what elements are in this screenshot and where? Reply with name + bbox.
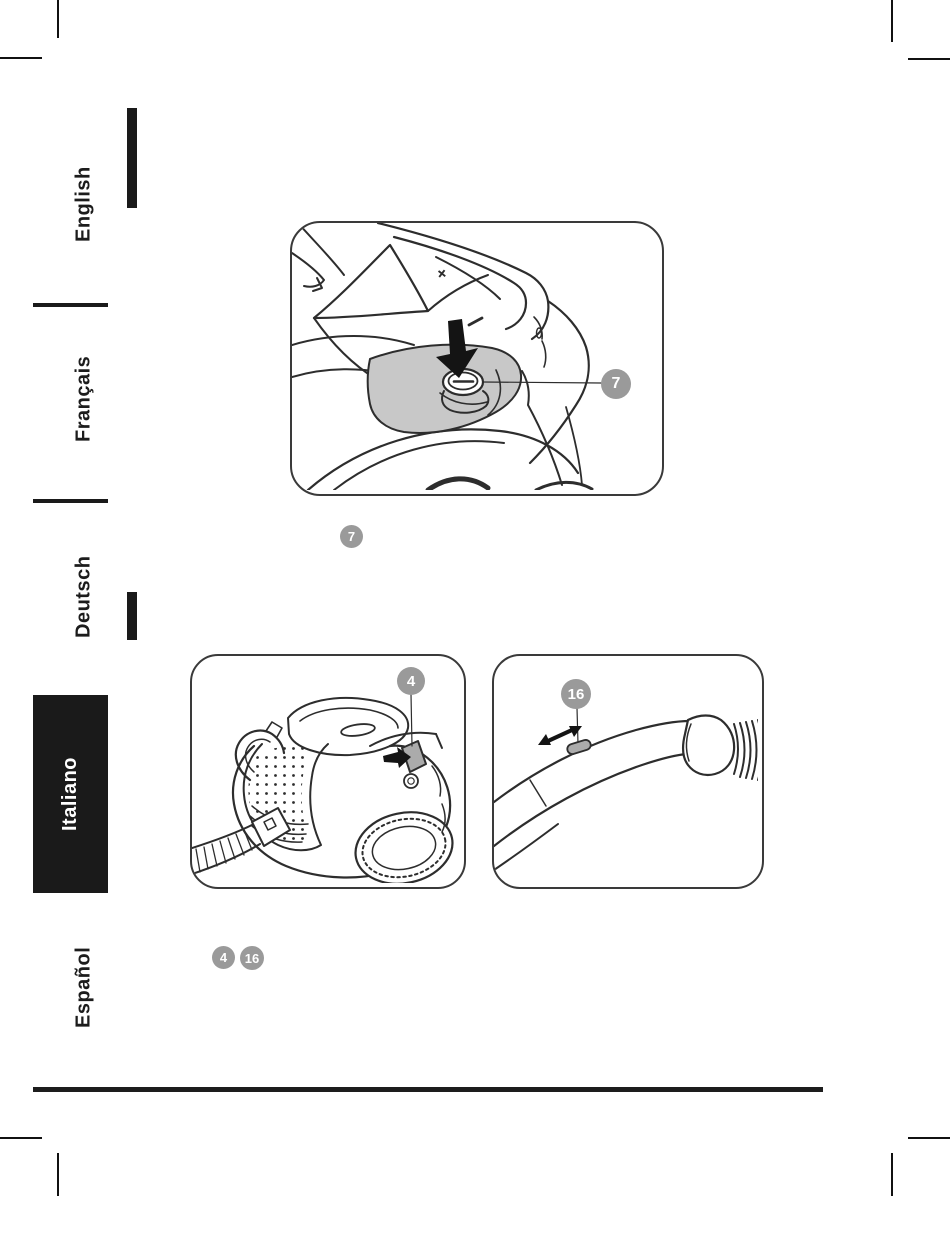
crop-mark-top-left-horizontal bbox=[0, 57, 42, 59]
sidebar-divider-2 bbox=[33, 499, 108, 503]
figure-panel-canister bbox=[190, 654, 466, 889]
sidebar-divider-1 bbox=[33, 303, 108, 307]
callout-badge-canister: 4 bbox=[397, 667, 425, 695]
suction-release-slider bbox=[566, 739, 592, 756]
active-language-block bbox=[33, 695, 108, 893]
crop-mark-top-right-vertical bbox=[891, 0, 893, 42]
crop-mark-bottom-right-horizontal bbox=[908, 1137, 950, 1139]
section-marker-deutsch bbox=[127, 592, 137, 640]
crop-mark-top-left-vertical bbox=[57, 0, 59, 38]
sidebar-label-espanol: Español bbox=[72, 946, 95, 1028]
callout-badge-hose-handle: 16 bbox=[561, 679, 591, 709]
sidebar-label-italiano: Italiano bbox=[59, 757, 81, 832]
vacuum-handle-illustration bbox=[292, 223, 658, 490]
crop-mark-bottom-left-horizontal bbox=[0, 1137, 42, 1139]
crop-mark-top-right-horizontal bbox=[908, 58, 950, 60]
callout-badge-suction-regulator: 7 bbox=[601, 369, 631, 399]
plus-symbol: + bbox=[432, 263, 452, 285]
footer-rule bbox=[33, 1087, 823, 1092]
crop-mark-bottom-right-vertical bbox=[891, 1153, 893, 1196]
sidebar-label-francais: Français bbox=[72, 355, 95, 443]
crop-mark-bottom-left-vertical bbox=[57, 1153, 59, 1196]
inline-badge-hose-handle: 16 bbox=[240, 946, 264, 970]
section-marker-english bbox=[127, 108, 137, 208]
figure-panel-suction-regulator bbox=[290, 221, 664, 496]
sidebar-label-deutsch: Deutsch bbox=[72, 555, 95, 639]
sidebar-label-english: English bbox=[72, 166, 95, 242]
minus-mark bbox=[469, 318, 482, 325]
hose-handle-illustration bbox=[494, 656, 758, 883]
inline-badge-canister: 4 bbox=[212, 946, 235, 969]
figure-panel-hose-handle bbox=[492, 654, 764, 889]
inline-badge-suction-regulator: 7 bbox=[340, 525, 363, 548]
